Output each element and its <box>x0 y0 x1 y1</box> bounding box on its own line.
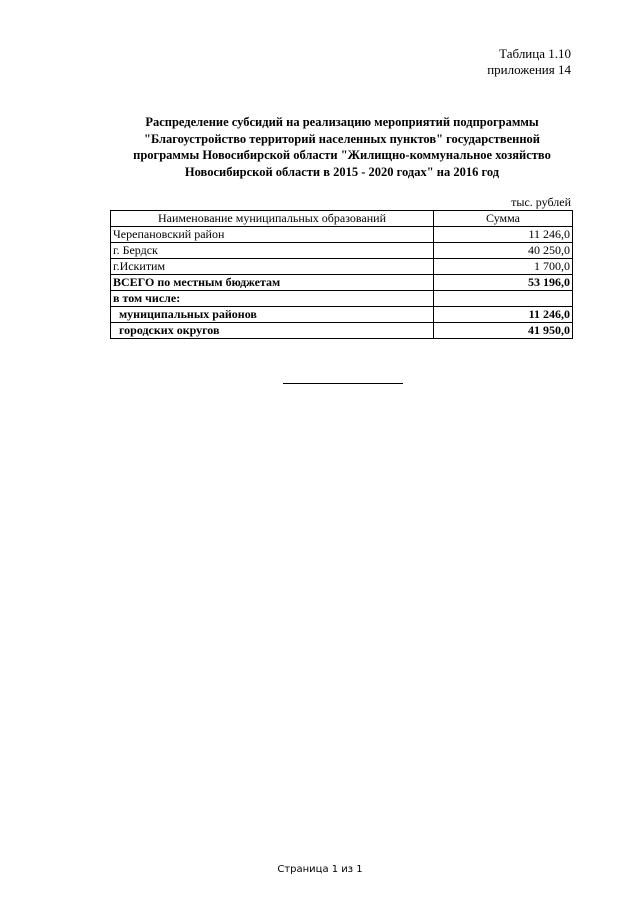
row-name: ВСЕГО по местным бюджетам <box>111 275 434 291</box>
row-sum: 41 950,0 <box>434 323 573 339</box>
table-reference <box>487 46 571 78</box>
table-header-row <box>111 211 573 227</box>
page-footer: Страница 1 из 1 <box>277 864 363 875</box>
row-name: Черепановский район <box>111 227 434 243</box>
units-label: тыс. рублей <box>511 195 571 209</box>
row-sum <box>434 291 573 307</box>
row-name: городских округов <box>111 323 434 339</box>
subtotal-row <box>111 323 573 339</box>
table-number: Таблица 1.10 <box>499 46 571 61</box>
title-line: Новосибирской области в 2015 - 2020 годах" на 2016 год <box>184 164 500 179</box>
table-row <box>111 259 573 275</box>
subsidy-table <box>110 210 573 339</box>
table-row <box>111 243 573 259</box>
separator-line <box>283 383 403 384</box>
row-sum: 11 246,0 <box>434 227 573 243</box>
row-sum: 11 246,0 <box>434 307 573 323</box>
appendix-number: приложения 14 <box>487 62 571 77</box>
row-name: муниципальных районов <box>111 307 434 323</box>
total-row <box>111 275 573 291</box>
subheader-row <box>111 291 573 307</box>
column-header-sum: Сумма <box>434 211 573 227</box>
row-name: в том числе: <box>111 291 434 307</box>
table-row <box>111 227 573 243</box>
subtotal-row <box>111 307 573 323</box>
row-sum: 53 196,0 <box>434 275 573 291</box>
row-sum: 1 700,0 <box>434 259 573 275</box>
title-line: Распределение субсидий на реализацию мероприятий подпрограммы <box>145 115 539 129</box>
title-line: "Благоустройство территорий населенных пунктов" государственной <box>144 131 540 146</box>
title-line: программы Новосибирской области "Жилищно-коммунальное хозяйство <box>133 148 551 162</box>
column-header-name: Наименование муниципальных образований <box>111 211 434 227</box>
row-sum: 40 250,0 <box>434 243 573 259</box>
row-name: г.Искитим <box>111 259 434 275</box>
row-name: г. Бердск <box>111 243 434 259</box>
document-title <box>110 114 574 180</box>
